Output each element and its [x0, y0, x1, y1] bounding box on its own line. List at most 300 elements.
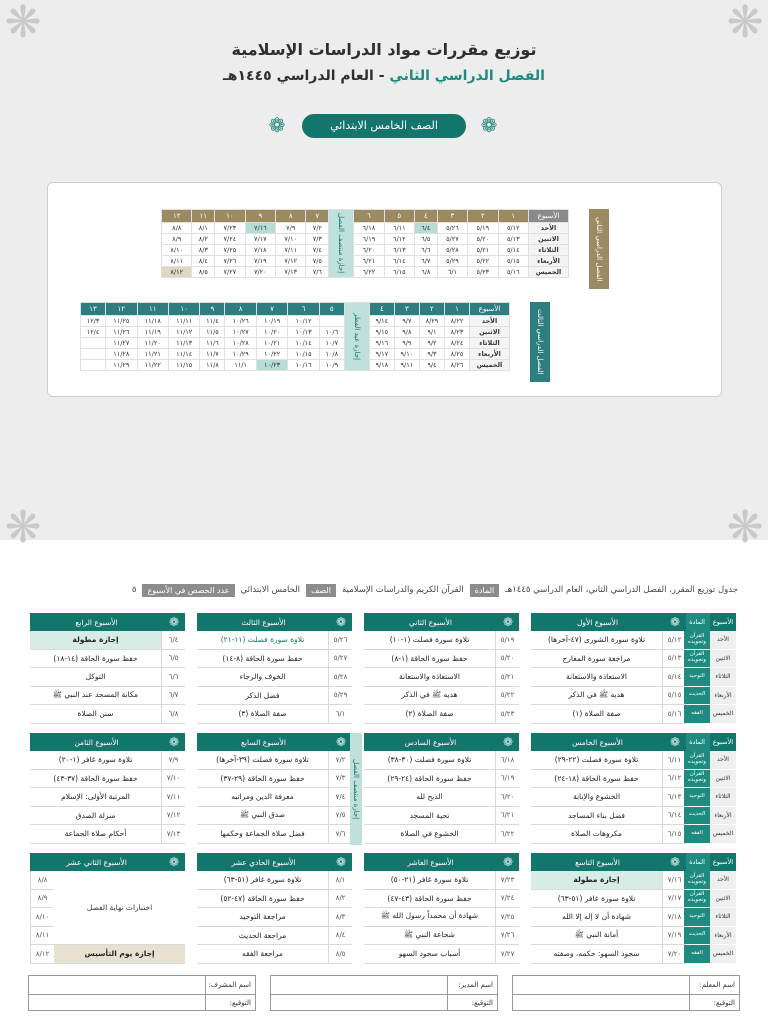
date-cell: ٦/١٥: [662, 825, 686, 843]
week-block: [30, 733, 185, 844]
subject-label: الفقه: [684, 705, 710, 723]
corner-ornament-icon: ❋: [4, 0, 42, 48]
week-block: [197, 613, 352, 724]
term-label: الفصل الدراسي الثالث: [530, 302, 550, 382]
date-cell: ٥/١٦: [662, 705, 686, 723]
lesson-row: [30, 705, 185, 724]
date-cell: ٨/٢: [192, 234, 215, 245]
date-cell: ٦/٢٠: [495, 788, 519, 806]
week-header: الأسبوع: [470, 303, 510, 316]
date-cell: ٦/١: [328, 705, 352, 723]
date-cell: [319, 316, 344, 327]
date-cell: ٥/١٣: [662, 650, 686, 668]
date-cell: ١١/٢٨: [106, 349, 137, 360]
date-cell: ١١/٨: [200, 360, 225, 371]
lesson-cell: الخوف والرجاء: [239, 672, 286, 682]
lesson-cell: هديه ﷺ في الذكر: [568, 689, 625, 699]
lesson-row: [30, 770, 185, 789]
subject-label: القرآن وتجويده: [684, 890, 710, 908]
date-cell: ٨/٥: [192, 267, 215, 278]
date-cell: ٥/٢٧: [328, 650, 352, 668]
exam-cell: اختبارات نهاية الفصل: [54, 871, 185, 945]
week-number: ٦: [354, 210, 384, 223]
date-cell: ٩/١٦: [369, 338, 394, 349]
week-title: الأسبوع الثاني: [409, 617, 452, 627]
date-cell: ٨/٩: [30, 890, 54, 909]
lesson-row: [197, 631, 352, 650]
date-cell: ١٠/١٥: [288, 349, 319, 360]
date-cell: ٥/٢١: [468, 245, 498, 256]
lesson-row: [197, 687, 352, 706]
date-cell: ٨/١٠: [30, 908, 54, 927]
rosette-icon: ❁: [669, 735, 681, 749]
lesson-cell: أسباب سجود السهو: [398, 949, 461, 959]
date-cell: ٩/٣: [419, 349, 444, 360]
week-block: [364, 853, 519, 964]
lesson-cell: حفظ سورة الحاقة (٢٩-٣٧): [220, 773, 305, 783]
day-label: الثلاثاء: [470, 338, 510, 349]
lesson-cell: إجازة مطولة: [531, 871, 662, 889]
subject-label: القرآن وتجويده: [684, 871, 710, 889]
date-cell: ٧/٢٧: [215, 267, 245, 278]
week-title: الأسبوع الرابع: [75, 617, 118, 627]
date-cell: ٧/١٩: [662, 927, 686, 945]
date-cell: ٧/١٨: [662, 908, 686, 926]
date-cell: ٦/١١: [662, 751, 686, 769]
date-cell: ١١/٢٥: [106, 316, 137, 327]
lesson-cell: صفة الصلاة (٣): [238, 709, 287, 719]
date-cell: ٧/١١: [276, 245, 306, 256]
rosette-icon: ❁: [502, 735, 514, 749]
grade-value: الخامس الابتدائي: [240, 585, 301, 595]
lesson-row: [531, 631, 686, 650]
date-cell: ٦/٥: [161, 650, 185, 668]
date-cell: ٧/٢٣: [495, 871, 519, 889]
date-cell: ٥/٢٢: [468, 256, 498, 267]
date-cell: ٧/٤: [306, 245, 329, 256]
date-cell: ٥/١٤: [498, 245, 528, 256]
week-block: [30, 613, 185, 724]
date-cell: ٨/٢٦: [444, 360, 469, 371]
lesson-cell: شجاعة النبي ﷺ: [404, 929, 455, 939]
day-label: الخميس: [710, 945, 736, 963]
date-cell: ١١/١٢: [168, 327, 199, 338]
date-cell: ١٢/٤: [81, 327, 106, 338]
mid-term-holiday: إجازة منتصف الفصل: [350, 733, 362, 845]
week-number: ١: [444, 303, 469, 316]
date-cell: ٨/٢: [328, 890, 352, 908]
rosette-icon: ❁: [669, 615, 681, 629]
day-label: الأربعاء: [529, 256, 569, 267]
corner-ornament-icon: ❋: [726, 502, 764, 553]
lesson-cell: الاستعاذة والاستعانة: [565, 672, 627, 682]
holiday-cell: إجازة يوم التأسيس: [54, 945, 185, 963]
date-cell: ٩/١١: [394, 360, 419, 371]
date-cell: ٦/٢٢: [495, 825, 519, 843]
week-block: [531, 853, 686, 964]
subject-label: الفقه: [684, 825, 710, 843]
week-title: الأسبوع الأول: [576, 617, 619, 627]
week-number: ١٠: [168, 303, 199, 316]
subject-col-header: المادة: [684, 613, 710, 631]
date-cell: ٥/٢٧: [437, 234, 467, 245]
date-cell: ٧/٢٦: [215, 256, 245, 267]
date-cell: ١١/٧: [200, 349, 225, 360]
date-cell: ٧/١٨: [245, 245, 275, 256]
term-calendar: [161, 209, 569, 278]
date-cell: ١١/١٣: [168, 338, 199, 349]
lesson-row: [30, 751, 185, 770]
week-number: ٥: [319, 303, 344, 316]
date-cell: ١١/٢١: [137, 349, 168, 360]
date-cell: ٦/٤: [415, 223, 438, 234]
rosette-icon: ❁: [168, 735, 180, 749]
lesson-cell: تلاوة سورة فصلت (١-١٠): [389, 635, 470, 645]
periods-tag: عدد الحصص في الأسبوع: [142, 584, 234, 597]
date-cell: ١٢/٣: [81, 316, 106, 327]
date-cell: ٧/٦: [306, 267, 329, 278]
date-cell: ٩/١: [419, 327, 444, 338]
lesson-row: [30, 631, 185, 650]
date-cell: [81, 360, 106, 371]
lesson-cell: تلاوة سورة غافر (١-٢٠): [58, 755, 133, 765]
subject-column: [684, 613, 736, 724]
date-cell: ١٠/١٣: [288, 327, 319, 338]
lesson-cell: صفة الصلاة (٢): [405, 709, 454, 719]
lesson-row: [364, 631, 519, 650]
date-cell: ٦/١١: [384, 223, 414, 234]
lesson-row: [30, 687, 185, 706]
lesson-row: [197, 751, 352, 770]
lesson-cell: المرتبة الأولى: الإسلام: [61, 792, 130, 802]
date-cell: ١٠/٢٢: [256, 349, 287, 360]
lesson-row: [197, 871, 352, 890]
date-cell: ١١/١٨: [137, 316, 168, 327]
date-cell: ٧/٢٠: [662, 945, 686, 963]
day-label: الأحد: [529, 223, 569, 234]
date-cell: ٥/٢٨: [437, 245, 467, 256]
day-label: الثلاثاء: [710, 788, 736, 806]
week-block: [30, 853, 185, 964]
date-cell: ٨/٢٢: [444, 316, 469, 327]
grade-tag: الصف: [306, 584, 336, 597]
lesson-cell: أحكام صلاة الجماعة: [64, 829, 127, 839]
date-cell: ٨/١١: [162, 256, 192, 267]
date-cell: ٧/٦: [328, 825, 352, 843]
week-number: ٩: [245, 210, 275, 223]
date-cell: ٦/١٤: [384, 256, 414, 267]
date-cell: ٦/٤: [161, 631, 185, 649]
lesson-row: [30, 807, 185, 826]
date-cell: ٥/١٥: [498, 256, 528, 267]
lesson-cell: هديه ﷺ في الذكر: [401, 689, 458, 699]
lesson-cell: فضل بناء المساجد: [568, 810, 625, 820]
day-label: الثلاثاء: [529, 245, 569, 256]
date-cell: ٧/١٩: [245, 256, 275, 267]
day-label: الاثنين: [710, 650, 736, 668]
date-cell: ١١/٢٢: [137, 360, 168, 371]
lesson-row: [30, 825, 185, 844]
lesson-cell: تلاوة سورة فصلت (٢٢-٢٩): [554, 755, 639, 765]
date-cell: ٧/٢٦: [495, 927, 519, 945]
lesson-cell: الخشوع في الصلاة: [400, 829, 459, 839]
week-title: الأسبوع السادس: [404, 737, 457, 747]
date-cell: ١١/١: [225, 360, 256, 371]
week-number: ٢: [419, 303, 444, 316]
lesson-row: [531, 807, 686, 826]
lesson-cell: فضل الذكر: [245, 690, 280, 700]
lesson-row: [197, 668, 352, 687]
date-cell: ١٠/٢٩: [225, 349, 256, 360]
date-cell: ٨/٣: [328, 908, 352, 926]
date-cell: ٧/١٣: [276, 267, 306, 278]
week-block: [531, 733, 686, 844]
date-cell: ٧/١٦: [662, 871, 686, 889]
lesson-cell: حفظ سورة الحاقة (٣٧-٤٣): [53, 773, 138, 783]
lesson-row: [364, 871, 519, 890]
week-block: [197, 853, 352, 964]
date-cell: ٨/٢٩: [419, 316, 444, 327]
date-cell: ٥/١٢: [498, 223, 528, 234]
lesson-cell: شهادة أن محمداً رسول الله ﷺ: [380, 911, 479, 921]
rosette-icon: ❁: [502, 855, 514, 869]
subject-label: القرآن وتجويده: [684, 631, 710, 649]
date-cell: ١٠/١٩: [256, 316, 287, 327]
principal-signature-box: اسم المدير: التوقيع:: [270, 975, 498, 1011]
page-subtitle: الفصل الدراسي الثاني - العام الدراسي ١٤٤٥هـ: [223, 68, 545, 84]
date-cell: ١١/٢٧: [106, 338, 137, 349]
date-cell: ٨/٣: [192, 245, 215, 256]
rosette-icon: ❁: [669, 855, 681, 869]
week-number: ٧: [306, 210, 329, 223]
date-cell: ٧/٢٧: [495, 945, 519, 963]
day-label: الأربعاء: [470, 349, 510, 360]
week-number: ٣: [394, 303, 419, 316]
lesson-row: [197, 945, 352, 964]
week-col-header: الأسبوع: [710, 613, 736, 631]
info-text: جدول توزيع المقرر، الفصل الدراسي الثاني، العام الدراسي ١٤٤٥هـ: [505, 585, 738, 595]
lesson-cell: مكانة المسجد عند النبي ﷺ: [52, 689, 139, 699]
lesson-row: [197, 705, 352, 724]
date-cell: ٧/١٢: [161, 807, 185, 825]
day-label: الأربعاء: [710, 687, 736, 705]
date-cell: ٥/٢٢: [495, 687, 519, 705]
info-bar: [30, 580, 738, 600]
lesson-row: [197, 770, 352, 789]
lesson-row: [364, 890, 519, 909]
date-cell: ٥/٢٦: [328, 631, 352, 649]
week-title: الأسبوع السابع: [240, 737, 287, 747]
date-cell: ٦/٦: [161, 668, 185, 686]
day-label: الاثنين: [470, 327, 510, 338]
week-col-header: الأسبوع: [710, 733, 736, 751]
date-cell: ١١/٢٦: [106, 327, 137, 338]
lesson-row: [364, 788, 519, 807]
week-title: الأسبوع الثامن: [74, 737, 119, 747]
date-cell: ٥/٢٠: [468, 234, 498, 245]
subject-label: القرآن وتجويده: [684, 770, 710, 788]
date-cell: ١١/٢٩: [106, 360, 137, 371]
lesson-row: [364, 687, 519, 706]
day-label: الاثنين: [710, 770, 736, 788]
rosette-icon: ❁: [335, 855, 347, 869]
date-cell: ٦/٥: [415, 234, 438, 245]
date-cell: ٨/٥: [328, 945, 352, 963]
week-number: ٣: [437, 210, 467, 223]
rosette-icon: ❁: [335, 615, 347, 629]
date-cell: ٧/١٠: [276, 234, 306, 245]
date-cell: ٩/٧: [394, 316, 419, 327]
date-cell: ٦/٨: [161, 705, 185, 723]
date-cell: ١١/٥: [200, 327, 225, 338]
date-cell: ٩/٤: [419, 360, 444, 371]
week-number: ٥: [384, 210, 414, 223]
day-label: الثلاثاء: [710, 908, 736, 926]
lesson-row: [197, 650, 352, 669]
subject-column: [684, 853, 736, 964]
lesson-row: [531, 687, 686, 706]
day-label: الاثنين: [529, 234, 569, 245]
rosette-icon: ❁: [502, 615, 514, 629]
date-cell: ٥/٢٦: [437, 223, 467, 234]
date-cell: ١٠/٢٣: [256, 360, 287, 371]
subject-label: التوحيد: [684, 908, 710, 926]
lesson-cell: مراجعة سورة المعارج: [562, 653, 631, 663]
lesson-row: [364, 705, 519, 724]
date-cell: ٧/١٢: [276, 256, 306, 267]
week-number: ٤: [369, 303, 394, 316]
lesson-row: [364, 751, 519, 770]
date-cell: ٩/٩: [394, 338, 419, 349]
lesson-cell: التوكل: [85, 672, 106, 682]
date-cell: ٥/٢٣: [468, 267, 498, 278]
lesson-cell: معرفة الدين ومراتبه: [231, 792, 294, 802]
lesson-cell: تلاوة سورة الشورى (٤٧-آخرها): [547, 635, 646, 645]
date-cell: ٧/٥: [306, 256, 329, 267]
corner-ornament-icon: ❋: [726, 0, 764, 48]
date-cell: ٨/٤: [192, 256, 215, 267]
week-number: ١١: [137, 303, 168, 316]
day-label: الأحد: [710, 751, 736, 769]
page-title: توزيع مقررات مواد الدراسات الإسلامية: [231, 40, 537, 59]
week-header: الأسبوع: [529, 210, 569, 223]
week-number: ٨: [276, 210, 306, 223]
lesson-row: [531, 908, 686, 927]
week-title: الأسبوع الخامس: [572, 737, 623, 747]
date-cell: ٧/١٣: [161, 825, 185, 843]
week-col-header: الأسبوع: [710, 853, 736, 871]
lesson-row: [364, 908, 519, 927]
date-cell: ٧/٢: [328, 751, 352, 769]
date-cell: ٦/١٣: [662, 788, 686, 806]
date-cell: ٩/١٧: [369, 349, 394, 360]
week-block: [364, 613, 519, 724]
lesson-row: [531, 788, 686, 807]
week-number: ٩: [200, 303, 225, 316]
lesson-row: [531, 770, 686, 789]
lesson-row: [364, 668, 519, 687]
date-cell: ٦/١٥: [384, 267, 414, 278]
week-number: ١٢: [106, 303, 137, 316]
break-cell: إجازة عيد الفطر: [344, 303, 369, 371]
lesson-cell: مراجعة التوحيد: [239, 912, 286, 922]
subject-col-header: المادة: [684, 733, 710, 751]
date-cell: ٥/٢٨: [328, 668, 352, 686]
week-title: الأسبوع الثالث: [241, 617, 286, 627]
week-number: ٦: [288, 303, 319, 316]
date-cell: ٩/١٨: [369, 360, 394, 371]
date-cell: ١٠/٦: [319, 327, 344, 338]
date-cell: ٩/٢: [419, 338, 444, 349]
date-cell: ٥/١٥: [662, 687, 686, 705]
subject-label: الحديث: [684, 807, 710, 825]
week-number: ٤: [415, 210, 438, 223]
lesson-row: [197, 908, 352, 927]
term-calendar: [80, 302, 510, 371]
date-cell: ١٠/٢٠: [256, 327, 287, 338]
day-label: الأحد: [710, 631, 736, 649]
date-cell: ١١/٦: [200, 338, 225, 349]
date-cell: ١١/١٩: [137, 327, 168, 338]
lesson-row: [30, 650, 185, 669]
lesson-row: [531, 668, 686, 687]
date-cell: ١١/١١: [168, 316, 199, 327]
date-cell: ٧/٥: [328, 807, 352, 825]
date-cell: ٧/٣: [328, 770, 352, 788]
date-cell: ١٠/١٤: [288, 338, 319, 349]
lesson-row: [531, 751, 686, 770]
date-cell: ٨/٨: [30, 871, 54, 890]
date-cell: ٨/١: [192, 223, 215, 234]
week-number: ٧: [256, 303, 287, 316]
subject-label: التوحيد: [684, 668, 710, 686]
date-cell: ٦/١٩: [354, 234, 384, 245]
date-cell: ٦/٦: [415, 245, 438, 256]
date-cell: ٥/٢٠: [495, 650, 519, 668]
lesson-row: [197, 890, 352, 909]
date-cell: ٥/١٣: [498, 234, 528, 245]
date-cell: ٨/٩: [162, 234, 192, 245]
lesson-cell: سجود السهو: حكمه، وصفته: [553, 949, 640, 959]
lesson-row: [531, 871, 686, 890]
lesson-row: [531, 650, 686, 669]
date-cell: ٥/١٩: [495, 631, 519, 649]
date-cell: ٦/٧: [161, 687, 185, 705]
date-cell: ٧/٩: [276, 223, 306, 234]
lesson-cell: فضل صلاة الجماعة وحكمها: [220, 829, 305, 839]
date-cell: [81, 349, 106, 360]
lesson-cell: تلاوة سورة فصلت (١١-٢١): [220, 635, 305, 645]
date-cell: ٥/١٤: [662, 668, 686, 686]
date-cell: ١٠/٢٧: [225, 327, 256, 338]
lesson-row: [364, 650, 519, 669]
date-cell: ٥/١٦: [498, 267, 528, 278]
date-cell: ٩/١٥: [369, 327, 394, 338]
lesson-row: [531, 927, 686, 946]
subject-label: التوحيد: [684, 788, 710, 806]
date-cell: ٥/٢٩: [437, 256, 467, 267]
week-block: [197, 733, 352, 844]
week-title: الأسبوع الحادي عشر: [231, 857, 296, 867]
lesson-cell: حفظ سورة الحاقة (٤٧-٥٢): [220, 893, 305, 903]
week-title: الأسبوع العاشر: [407, 857, 454, 867]
lesson-cell: تلاوة سورة غافر (٥١-٦٣): [223, 875, 302, 885]
date-cell: ٧/١٧: [245, 234, 275, 245]
date-cell: ٧/٢٤: [215, 234, 245, 245]
date-cell: ٧/٢٤: [495, 890, 519, 908]
date-cell: ٨/٢٣: [444, 327, 469, 338]
date-cell: ٧/٢٥: [495, 908, 519, 926]
